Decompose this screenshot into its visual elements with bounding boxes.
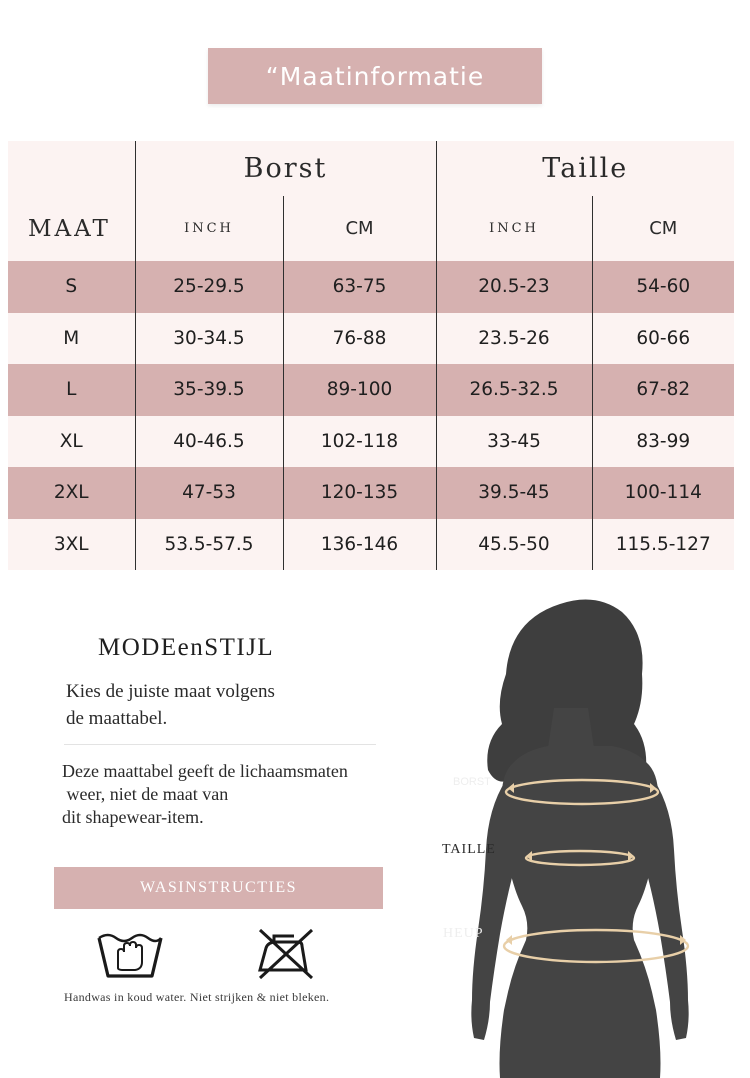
table-row [8, 519, 734, 571]
bust-cm-cell: 136-146 [283, 519, 436, 571]
waist-cm-cell: 100-114 [592, 467, 734, 519]
size-cell: M [8, 313, 135, 365]
bust-inch-cell: 47-53 [135, 467, 283, 519]
size-advice [66, 678, 275, 732]
waist-cm-cell: 67-82 [592, 364, 734, 416]
table-row [8, 467, 734, 519]
waist-cm-cell: 54-60 [592, 261, 734, 313]
bust-cm-cell: 102-118 [283, 416, 436, 468]
hand-wash-icon [96, 928, 164, 980]
size-cell: S [8, 261, 135, 313]
waist-inch-cell: 26.5-32.5 [436, 364, 592, 416]
wash-instructions-banner [54, 867, 383, 909]
group-header-bust: Borst [135, 141, 436, 196]
measurement-note-line-3: dit shapewear-item. [62, 807, 204, 827]
waist-label: TAILLE [442, 842, 496, 857]
unit-header-bust-cm: CM [283, 196, 436, 261]
body-measurement-figure [410, 590, 750, 1078]
bust-inch-cell: 30-34.5 [135, 313, 283, 365]
size-cell: XL [8, 416, 135, 468]
unit-header-waist-cm: CM [592, 196, 734, 261]
bust-cm-cell: 89-100 [283, 364, 436, 416]
size-table [8, 141, 734, 570]
waist-inch-cell: 45.5-50 [436, 519, 592, 571]
size-cell: L [8, 364, 135, 416]
title-banner [208, 48, 542, 104]
divider [64, 744, 376, 745]
size-advice-line-2: de maattabel. [66, 708, 168, 729]
waist-inch-cell: 23.5-26 [436, 313, 592, 365]
brand-name: MODEenSTIJL [98, 634, 275, 661]
unit-header-waist-inch: INCH [436, 196, 592, 261]
bust-cm-cell: 120-135 [283, 467, 436, 519]
bust-label: BORST [453, 776, 491, 788]
waist-cm-cell: 83-99 [592, 416, 734, 468]
table-row [8, 364, 734, 416]
waist-inch-cell: 33-45 [436, 416, 592, 468]
page-title: “Maatinformatie [265, 61, 485, 91]
measurement-note-line-2: weer, niet de maat van [62, 784, 229, 804]
waist-inch-cell: 20.5-23 [436, 261, 592, 313]
group-header-waist: Taille [436, 141, 734, 196]
size-column-header: MAAT [8, 196, 135, 261]
bust-inch-cell: 53.5-57.5 [135, 519, 283, 571]
table-corner-cell [8, 141, 135, 196]
table-row [8, 261, 734, 313]
bust-cm-cell: 76-88 [283, 313, 436, 365]
bust-inch-cell: 35-39.5 [135, 364, 283, 416]
bust-cm-cell: 63-75 [283, 261, 436, 313]
hip-label: HEUP [443, 926, 484, 941]
table-unit-header-row [8, 196, 734, 261]
size-advice-line-1: Kies de juiste maat volgens [66, 681, 275, 702]
unit-header-bust-inch: INCH [135, 196, 283, 261]
bust-inch-cell: 40-46.5 [135, 416, 283, 468]
wash-instructions-text: Handwas in koud water. Niet strijken & niet bleken. [64, 990, 330, 1004]
waist-inch-cell: 39.5-45 [436, 467, 592, 519]
waist-cm-cell: 60-66 [592, 313, 734, 365]
wash-instructions-title: WASINSTRUCTIES [139, 879, 297, 896]
bust-inch-cell: 25-29.5 [135, 261, 283, 313]
table-group-header-row [8, 141, 734, 196]
table-row [8, 416, 734, 468]
waist-cm-cell: 115.5-127 [592, 519, 734, 571]
no-iron-no-bleach-icon [254, 926, 318, 982]
measurement-note [62, 760, 348, 829]
body-silhouette [410, 590, 750, 1078]
measurement-note-line-1: Deze maattabel geeft de lichaamsmaten [62, 761, 348, 781]
size-cell: 3XL [8, 519, 135, 571]
size-cell: 2XL [8, 467, 135, 519]
table-row [8, 313, 734, 365]
